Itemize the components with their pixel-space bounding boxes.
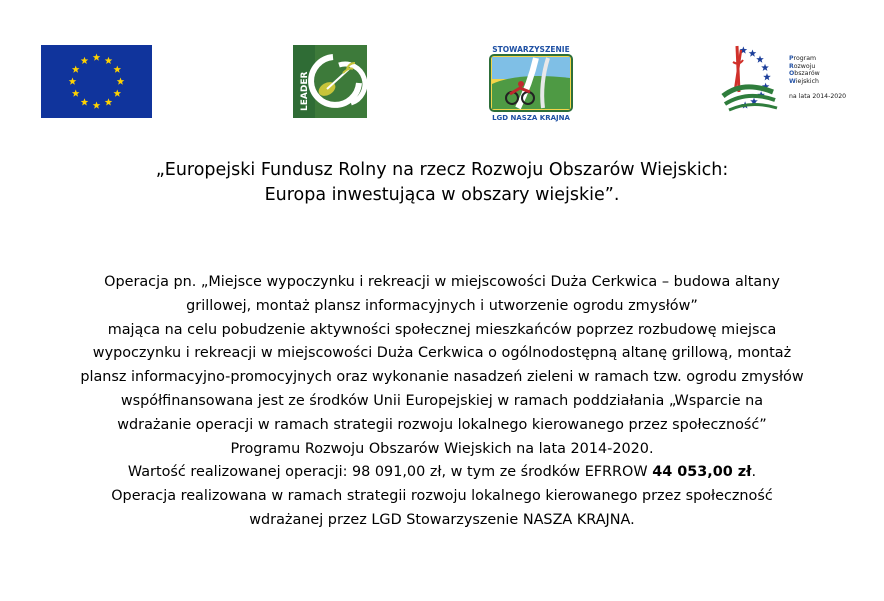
- leader-logo-icon: [293, 45, 367, 118]
- cofinancing-line-1: współfinansowana jest ze środków Unii Europejskiej w ramach poddziałania „Wsparcie na: [120, 392, 764, 409]
- eu-flag-icon: [41, 45, 152, 118]
- leader-label: LEADER: [300, 71, 310, 111]
- operation-title-line-2: grillowej, montaż plansz informacyjnych i utworzenie ogrodu zmysłów”: [186, 297, 698, 314]
- efrrow-amount: 44 053,00 zł: [652, 464, 752, 481]
- cofinancing-line-2: wdrażanie operacji w ramach strategii rozwoju lokalnego kierowanego przez społeczność”: [117, 416, 767, 433]
- heading-line-2: Europa inwestująca w obszary wiejskie”.: [264, 185, 620, 205]
- prow-years: na lata 2014-2020: [789, 93, 847, 101]
- cofinancing-line-3: Programu Rozwoju Obszarów Wiejskich na lata 2014-2020.: [230, 440, 654, 457]
- lgd-bottom-text: LGD NASZA KRAJNA: [492, 114, 570, 122]
- document-body: [40, 271, 844, 533]
- implementation-line-1: Operacja realizowana w ramach strategii rozwoju lokalnego kierowanego przez społeczność: [111, 488, 773, 505]
- implementation-line-2: wdrażanej przez LGD Stowarzyszenie NASZA KRAJNA.: [249, 511, 635, 528]
- prow-wordmark: Program Rozwoju Obszarów Wiejskich na lata 2014-2020: [789, 55, 847, 101]
- heading-line-1: „Europejski Fundusz Rolny na rzecz Rozwoju Obszarów Wiejskich:: [155, 160, 729, 180]
- lgd-logo-icon: [488, 44, 574, 122]
- document-heading: [0, 158, 884, 208]
- prow-logo-icon: [703, 40, 847, 114]
- operation-purpose: mająca na celu pobudzenie aktywności społecznej mieszkańców poprzez rozbudowę miejsca wypoczynku i rekreacji w miejscowości Duża Cerkwica o ogólnodostępną altanę grillową, montaż plansz informacyjno-promocyjnych oraz wykonanie nasadzeń zieleni w ramach tzw. ogrodu zmysłów: [80, 321, 804, 386]
- operation-value: Wartość realizowanej operacji: 98 091,00 zł, w tym ze środków EFRROW 44 053,00 zł.: [127, 464, 757, 481]
- operation-title-line-1: Operacja pn. „Miejsce wypoczynku i rekreacji w miejscowości Duża Cerkwica – budowa altany: [104, 274, 780, 290]
- prow-star: [761, 64, 769, 71]
- prow-star: [749, 49, 757, 56]
- lgd-top-text: STOWARZYSZENIE: [492, 45, 570, 54]
- prow-star: [763, 73, 771, 80]
- prow-star: [756, 55, 764, 62]
